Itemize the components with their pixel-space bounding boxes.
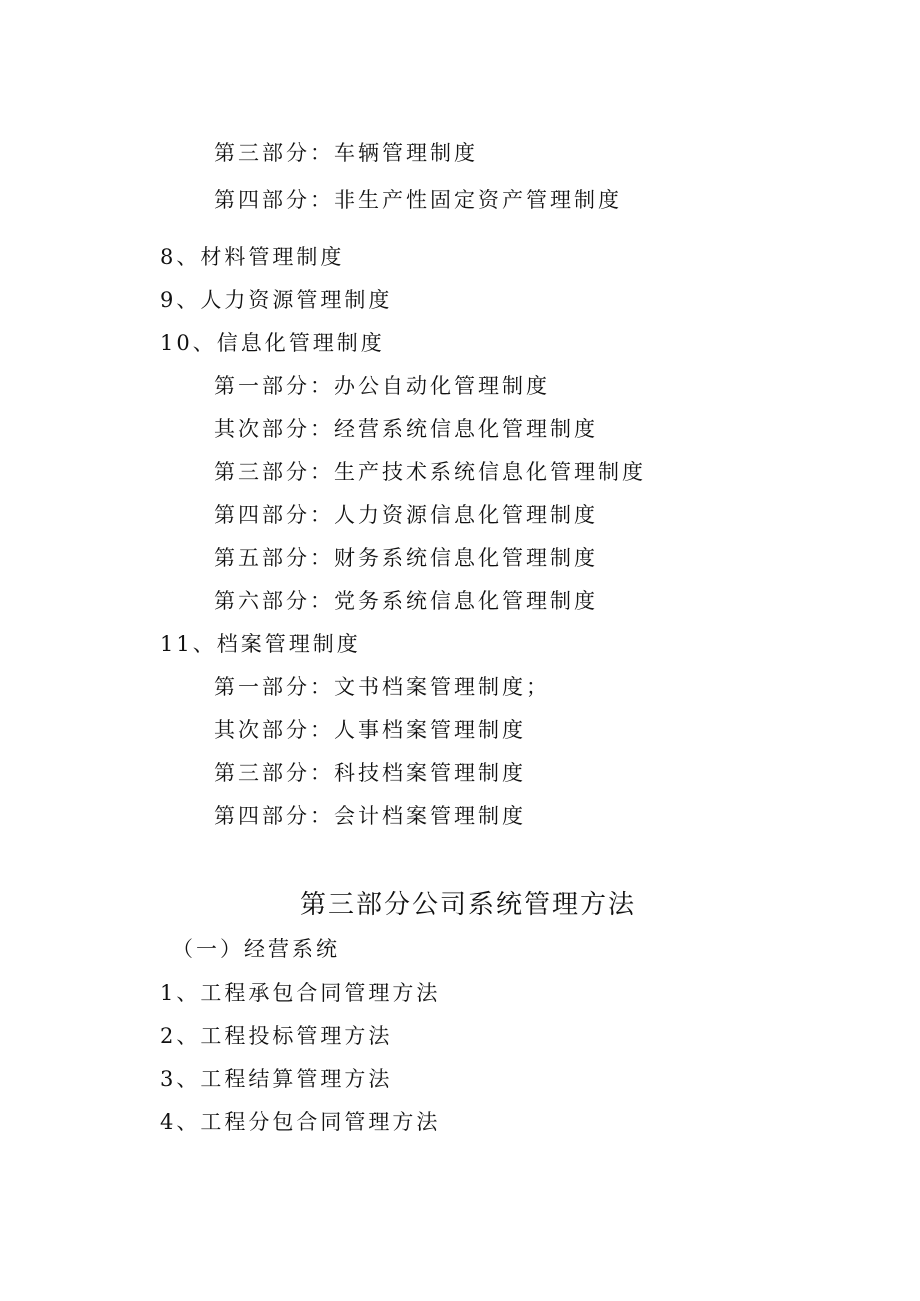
subsection-document-archives: 第一部分：文书档案管理制度； <box>214 675 550 699</box>
item-11-archives: 11、档案管理制度 <box>160 632 361 656</box>
subsection-finance-info: 第五部分：财务系统信息化管理制度 <box>214 546 598 570</box>
subsection-production-info: 第三部分：生产技术系统信息化管理制度 <box>214 460 646 484</box>
subsection-office-automation: 第一部分：办公自动化管理制度 <box>214 374 550 398</box>
subsection-business-info: 其次部分：经营系统信息化管理制度 <box>214 417 598 441</box>
method-2-bidding: 2、工程投标管理方法 <box>160 1024 393 1048</box>
subsection-party-info: 第六部分：党务系统信息化管理制度 <box>214 589 598 613</box>
section-heading: 第三部分公司系统管理方法 <box>300 890 637 920</box>
method-4-subcontract: 4、工程分包合同管理方法 <box>160 1110 441 1134</box>
subsection-fixed-assets: 第四部分：非生产性固定资产管理制度 <box>214 188 622 212</box>
subsection-personnel-archives: 其次部分：人事档案管理制度 <box>214 718 526 742</box>
item-9-human-resources: 9、人力资源管理制度 <box>160 288 393 312</box>
group-business-system: （一）经营系统 <box>172 937 340 961</box>
subsection-vehicle: 第三部分：车辆管理制度 <box>214 141 478 165</box>
subsection-hr-info: 第四部分：人力资源信息化管理制度 <box>214 503 598 527</box>
item-8-materials: 8、材料管理制度 <box>160 245 345 269</box>
method-1-contract: 1、工程承包合同管理方法 <box>160 981 441 1005</box>
subsection-tech-archives: 第三部分：科技档案管理制度 <box>214 761 526 785</box>
subsection-accounting-archives: 第四部分：会计档案管理制度 <box>214 804 526 828</box>
method-3-settlement: 3、工程结算管理方法 <box>160 1067 393 1091</box>
item-10-informatization: 10、信息化管理制度 <box>160 331 385 355</box>
